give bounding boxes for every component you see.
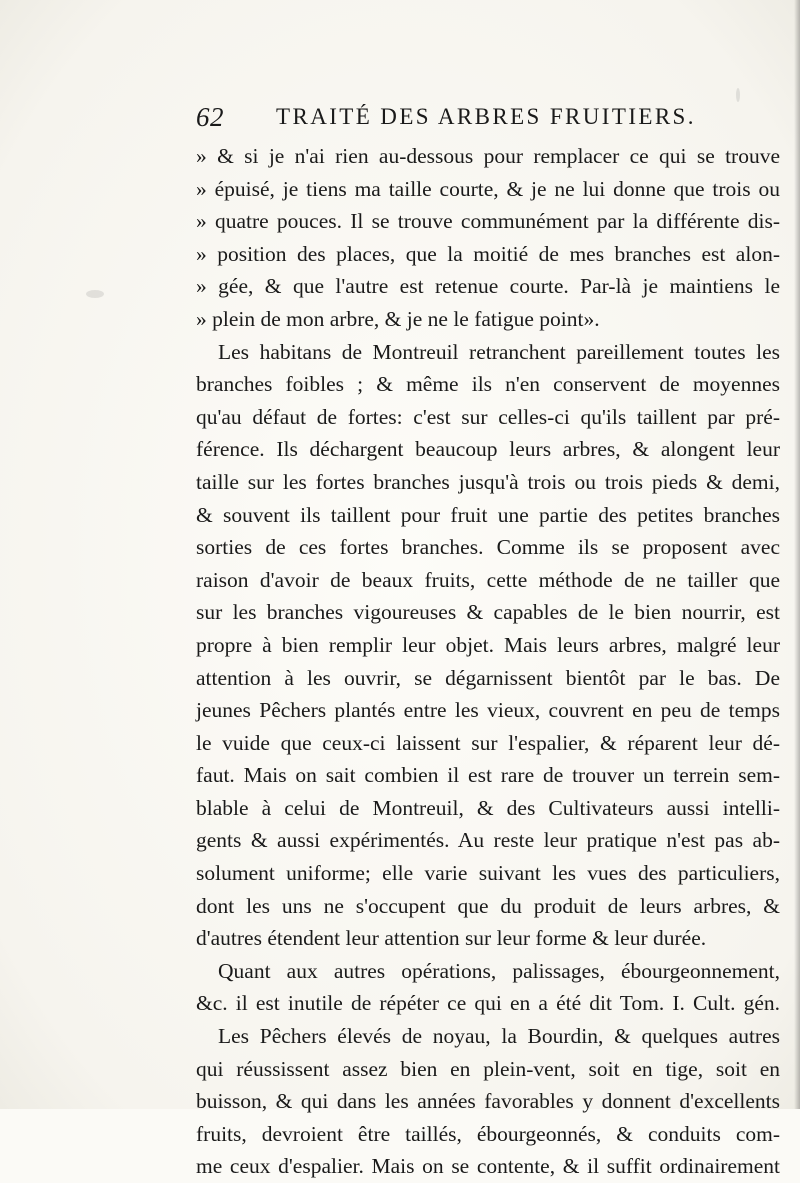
text-line: & souvent ils taillent pour fruit une partie des petites branches: [196, 502, 780, 527]
text-line: me ceux d'espalier. Mais on se contente, & il suffit ordinairement: [196, 1154, 780, 1179]
text-line: buisson, & qui dans les années favorables y donnent d'excellents: [196, 1089, 780, 1114]
text-line: taille sur les fortes branches jusqu'à trois ou trois pieds & demi,: [196, 469, 780, 494]
text-line: d'autres étendent leur attention sur leur forme & leur durée.: [196, 926, 707, 951]
text-line: gents & aussi expérimentés. Au reste leur pratique n'est pas ab-: [196, 828, 780, 853]
page-edge-shadow: [794, 0, 800, 1109]
text-line: » & si je n'ai rien au-dessous pour remplacer ce qui se trouve: [196, 144, 780, 168]
text-line: blable à celui de Montreuil, & des Cultivateurs aussi intelli-: [196, 795, 780, 820]
text-line: sur les branches vigoureuses & capables de le bien nourrir, est: [196, 600, 780, 625]
text-line: » position des places, que la moitié de mes branches est alon-: [196, 241, 780, 266]
text-line: sorties de ces fortes branches. Comme ils se proposent avec: [196, 535, 780, 560]
text-line: raison d'avoir de beaux fruits, cette méthode de ne tailler que: [196, 567, 780, 592]
text-line: qu'au défaut de fortes: c'est sur celles-ci qu'ils taillent par pré-: [196, 404, 780, 429]
text-line: &c. il est inutile de répéter ce qui en a été dit Tom. I. Cult. gén.: [196, 991, 780, 1016]
text-line: » gée, & que l'autre est retenue courte. Par-là je maintiens le: [196, 274, 780, 299]
text-line: attention à les ouvrir, se dégarnissent bientôt par le bas. De: [196, 665, 780, 690]
text-line: » quatre pouces. Il se trouve communément par la différente dis-: [196, 209, 780, 234]
ink-smudge: [86, 290, 104, 298]
text-line: jeunes Pêchers plantés entre les vieux, couvrent en peu de temps: [196, 698, 780, 723]
text-line: solument uniforme; elle varie suivant les vues des particuliers,: [196, 861, 780, 886]
text-line: propre à bien remplir leur objet. Mais leurs arbres, malgré leur: [196, 632, 780, 657]
text-line: dont les uns ne s'occupent que du produit de leurs arbres, &: [196, 893, 780, 918]
page-header: [196, 100, 696, 136]
text-line: qui réussissent assez bien en plein-vent, soit en tige, soit en: [196, 1056, 780, 1081]
text-line: faut. Mais on sait combien il est rare de trouver un terrein sem-: [196, 763, 780, 788]
text-line: Les Pêchers élevés de noyau, la Bourdin, & quelques autres: [218, 1024, 780, 1049]
text-line: » plein de mon arbre, & je ne le fatigue point».: [196, 306, 600, 331]
text-line: Quant aux autres opérations, palissages, ébourgeonnement,: [218, 958, 780, 983]
body-text: [196, 140, 780, 1183]
text-line: » épuisé, je tiens ma taille courte, & je ne lui donne que trois ou: [196, 176, 780, 201]
text-line: férence. Ils déchargent beaucoup leurs arbres, & alongent leur: [196, 437, 780, 462]
text-line: Les habitans de Montreuil retranchent pareillement toutes les: [218, 339, 780, 364]
text-line: fruits, devroient être taillés, ébourgeonnés, & conduits com-: [196, 1121, 780, 1146]
ink-smudge: [736, 88, 740, 102]
text-line: branches foibles ; & même ils n'en conservent de moyennes: [196, 372, 780, 397]
text-line: le vuide que ceux-ci laissent sur l'espalier, & réparent leur dé-: [196, 730, 780, 755]
page-number: 62: [196, 102, 224, 132]
running-title: TRAITÉ DES ARBRES FRUITIERS.: [276, 104, 696, 129]
